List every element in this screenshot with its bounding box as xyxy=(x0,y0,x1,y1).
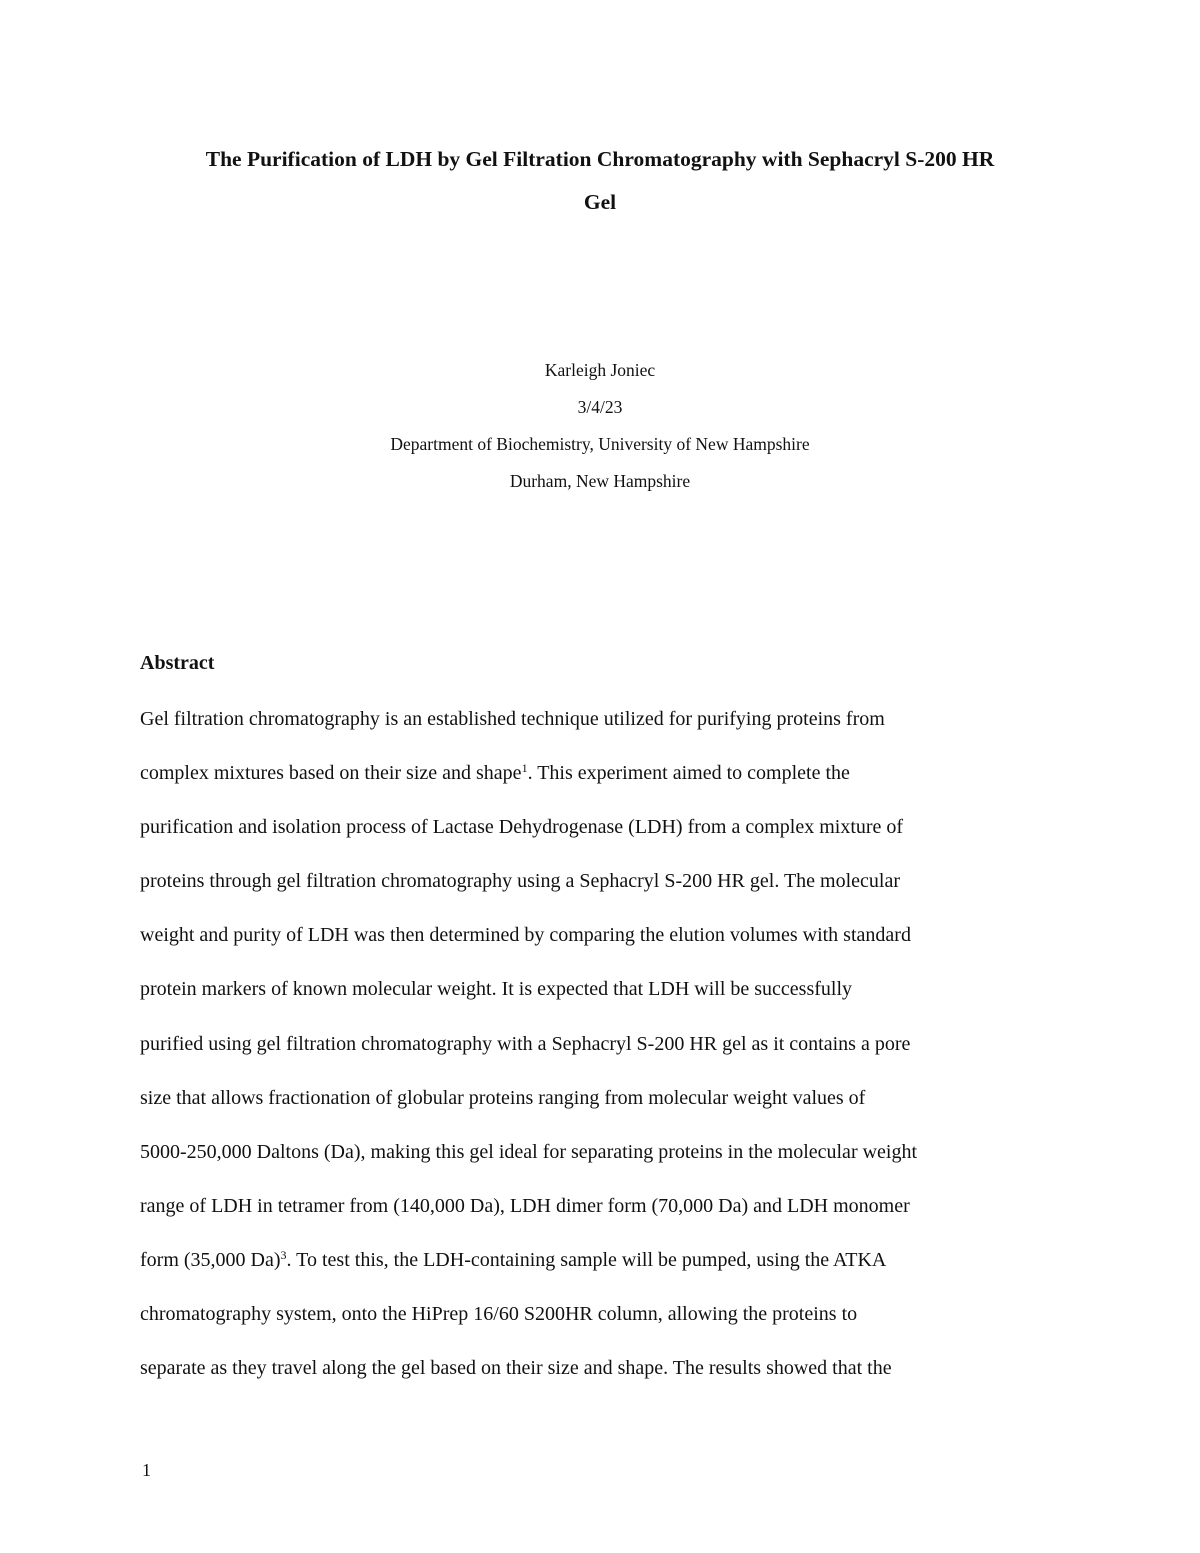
author-info xyxy=(140,352,1060,500)
abstract-line-text: weight and purity of LDH was then determined by comparing the elution volumes with standard xyxy=(140,924,911,947)
location: Durham, New Hampshire xyxy=(509,471,691,491)
abstract-line-text: proteins through gel filtration chromatography using a Sephacryl S-200 HR gel. The molecular xyxy=(140,870,901,893)
title-line-2: Gel xyxy=(583,190,617,214)
abstract-line xyxy=(140,1029,1070,1083)
title-line-1: The Purification of LDH by Gel Filtration Chromatography with Sephacryl S-200 HR xyxy=(205,147,995,171)
abstract-line xyxy=(140,1353,1070,1407)
abstract-line xyxy=(140,1299,1070,1353)
page-number: 1 xyxy=(142,1460,151,1480)
author-name: Karleigh Joniec xyxy=(544,360,656,380)
citation-superscript: 3 xyxy=(280,1247,287,1262)
abstract-line xyxy=(140,1191,1070,1245)
abstract-line xyxy=(140,704,1070,758)
abstract-line xyxy=(140,1137,1070,1191)
abstract-line-text: range of LDH in tetramer from (140,000 Da), LDH dimer form (70,000 Da) and LDH monomer xyxy=(140,1194,910,1217)
abstract-body xyxy=(140,704,1070,1407)
abstract-line-text: purification and isolation process of Lactase Dehydrogenase (LDH) from a complex mixture of xyxy=(140,816,904,839)
abstract-line-text: size that allows fractionation of globular proteins ranging from molecular weight values of xyxy=(140,1086,866,1109)
abstract-line-text: Gel filtration chromatography is an established technique utilized for purifying proteins from xyxy=(140,708,885,730)
paper-title xyxy=(140,138,1060,224)
report-date: 3/4/23 xyxy=(577,397,623,417)
abstract-line-text: protein markers of known molecular weight. It is expected that LDH will be successfully xyxy=(140,978,853,1001)
abstract-line-text: . To test this, the LDH-containing sample will be pumped, using the ATKA xyxy=(286,1248,887,1271)
abstract-line xyxy=(140,866,1070,920)
abstract-line-text: . This experiment aimed to complete the xyxy=(527,762,850,785)
abstract-heading: Abstract xyxy=(140,652,215,674)
abstract-line xyxy=(140,974,1070,1028)
abstract-line xyxy=(140,812,1070,866)
abstract-line xyxy=(140,758,1070,812)
abstract-line xyxy=(140,1245,1070,1299)
abstract-line-text: complex mixtures based on their size and shape xyxy=(140,762,522,785)
abstract-line-text: 5000-250,000 Daltons (Da), making this gel ideal for separating proteins in the molecular weight xyxy=(140,1140,918,1163)
abstract-line xyxy=(140,1083,1070,1137)
department: Department of Biochemistry, University of New Hampshire xyxy=(390,434,810,454)
abstract-line-text: purified using gel filtration chromatography with a Sephacryl S-200 HR gel as it contains a pore xyxy=(140,1032,911,1055)
abstract-line-text: chromatography system, onto the HiPrep 16/60 S200HR column, allowing the proteins to xyxy=(140,1303,858,1326)
abstract-line-text: separate as they travel along the gel based on their size and shape. The results showed that the xyxy=(140,1357,892,1380)
abstract-line xyxy=(140,920,1070,974)
abstract-line-text: form (35,000 Da) xyxy=(140,1248,281,1271)
citation-superscript: 1 xyxy=(521,761,528,776)
